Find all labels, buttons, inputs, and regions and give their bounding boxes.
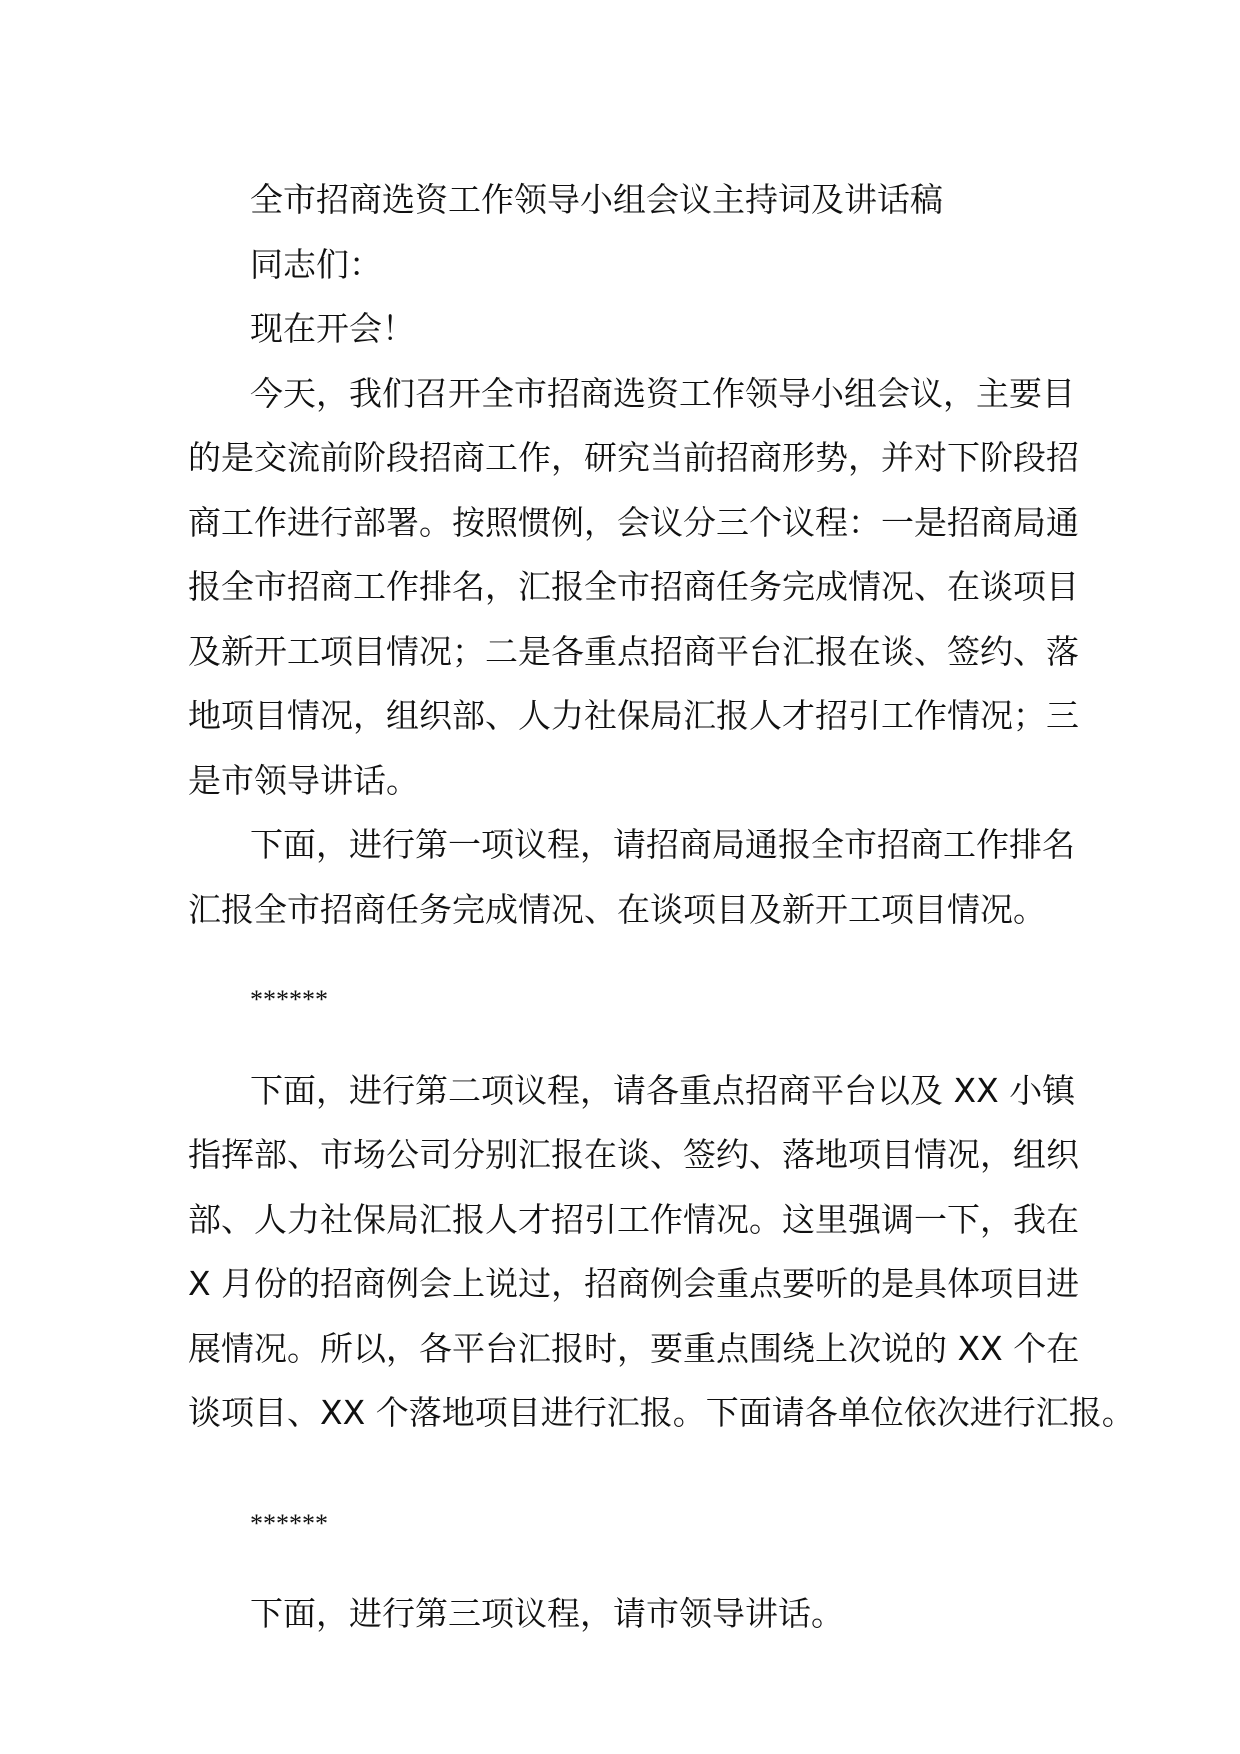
paragraph-line: 下面，进行第一项议程，请招商局通报全市招商工作排名 (250, 825, 1075, 864)
document-title: 全市招商选资工作领导小组会议主持词及讲话稿 (250, 180, 943, 219)
paragraph-agenda-three: 下面，进行第三项议程，请市领导讲话。 (250, 1594, 844, 1633)
paragraph-line: 报全市招商工作排名，汇报全市招商任务完成情况、在谈项目 (188, 567, 1079, 606)
paragraph-line: 下面，进行第二项议程，请各重点招商平台以及 XX 小镇 (250, 1070, 1076, 1110)
paragraph-line: X 月份的招商例会上说过，招商例会重点要听的是具体项目进 (188, 1264, 1080, 1303)
document-page (188, 168, 1135, 1647)
paragraph-agenda-two (188, 1059, 1135, 1446)
spacer (188, 1446, 1068, 1466)
paragraph-line: 是市领导讲话。 (188, 760, 419, 800)
paragraph-line: 部、人力社保局汇报人才招引工作情况。这里强调一下，我在 (188, 1199, 1079, 1239)
paragraph-intro (188, 362, 1079, 814)
paragraph-line: 地项目情况，组织部、人力社保局汇报人才招引工作情况；三 (188, 696, 1079, 735)
paragraph-line: 及新开工项目情况；二是各重点招商平台汇报在谈、签约、落 (188, 631, 1079, 671)
opening-line: 现在开会！ (250, 309, 415, 348)
paragraph-line: 展情况。所以，各平台汇报时，要重点围绕上次说的 XX 个在 (188, 1328, 1080, 1368)
paragraph-line: 谈项目、XX 个落地项目进行汇报。下面请各单位依次进行汇报。 (188, 1393, 1135, 1432)
separator-stars: ****** (250, 1508, 328, 1538)
paragraph-line: 的是交流前阶段招商工作，研究当前招商形势，并对下阶段招 (188, 438, 1079, 477)
paragraph-line: 指挥部、市场公司分别汇报在谈、签约、落地项目情况，组织 (188, 1135, 1079, 1174)
paragraph-line: 今天，我们召开全市招商选资工作领导小组会议，主要目 (250, 373, 1075, 413)
salutation: 同志们： (250, 244, 382, 284)
paragraph-line: 商工作进行部署。按照惯例，会议分三个议程：一是招商局通 (188, 502, 1079, 542)
paragraph-line: 汇报全市招商任务完成情况、在谈项目及新开工项目情况。 (188, 889, 1046, 929)
paragraph-agenda-one (188, 813, 1075, 942)
separator-stars: ****** (250, 985, 328, 1014)
